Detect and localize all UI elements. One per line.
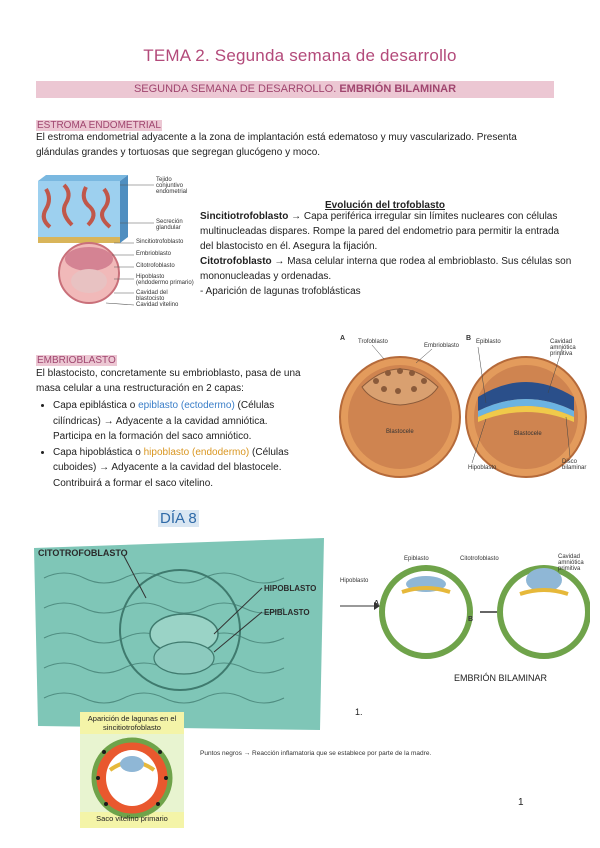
fig1-label-2: Sincitiotrofoblasto (136, 239, 184, 245)
fig1-label-3: Embrioblasto (136, 251, 172, 257)
hipoblasto-term: hipoblasto (endodermo) (143, 446, 250, 458)
fig2-b-label-2: Blastocele (514, 431, 542, 437)
fig3-arrow-a: A (374, 600, 380, 607)
fig1-label-4: Citotrofoblasto (136, 263, 175, 269)
fig1-label-1: Secreción glandular (156, 219, 183, 231)
fig1-label-0: Tejido conjuntivo endometrial (156, 177, 188, 195)
page-title: TEMA 2. Segunda semana de desarrollo (143, 46, 457, 65)
embrioblasto-heading: EMBRIOBLASTO (37, 355, 116, 366)
micro-label-epi: EPIBLASTO (264, 608, 310, 617)
fig3-note-number: 1. (355, 707, 363, 717)
fig3-label-cav: Cavidad amniótica primitiva (558, 554, 584, 572)
fig3-label-cito: Citotrofoblasto (460, 556, 499, 562)
fig3-arrow-b: B (468, 616, 474, 623)
page-number: 1 (518, 797, 524, 808)
fig2-label-b: B (466, 335, 472, 342)
fig2-b-label-3: Hipoblasto (468, 465, 497, 471)
sincitio-term: Sincitiotrofoblasto (200, 211, 289, 222)
fig3-caption: EMBRIÓN BILAMINAR (454, 673, 548, 683)
cito-text: → Masa celular interna que rodea al embrioblasto. Sus células son mononucleadas y ordenadas. (200, 256, 572, 282)
dia8-heading: DÍA 8 (160, 510, 197, 527)
lagunas-text: - Aparición de lagunas trofoblásticas (200, 286, 361, 297)
list-item-hipoblasto: • Capa hipoblástica o hipoblasto (endodermo) (Células cuboides) → Adyacente a la cavidad del blastocele. Contribuirá a formar el saco vitelino. (53, 445, 308, 492)
blastocyst-ab-figure (336, 333, 588, 483)
cito-term: Citotrofoblasto (200, 256, 272, 267)
fig2-b-label-1: Cavidad amniótica primitiva (550, 339, 576, 357)
fig1-label-6: Cavidad del blastocisto (136, 290, 168, 302)
implantation-figure (34, 175, 196, 315)
micro-label-hipo: HIPOBLASTO (264, 584, 317, 593)
micro-label-cito: CITOTROFOBLASTO (38, 548, 128, 558)
fig3-label-epi: Epiblasto (404, 556, 429, 562)
trofoblasto-text (200, 209, 572, 299)
list-item-epiblasto: • Capa epiblástica o epiblasto (ectodermo) (Células cilíndricas) → Adyacente a la cavidad amniótica. Participa en la formación del saco amniótico. (53, 398, 308, 445)
trofoblasto-heading: Evolución del trofoblasto (324, 200, 445, 211)
fig2-a-label-2: Blastocele (386, 429, 414, 435)
fig2-b-label-4: Disco bilaminar (562, 459, 587, 471)
embrioblasto-intro: El blastocisto, concretamente su embrioblasto, pasa de una masa celular a una restructuración en 2 capas: (36, 368, 301, 394)
day8-micrograph (34, 538, 324, 730)
estroma-heading: ESTROMA ENDOMETRIAL (37, 120, 161, 131)
fig1-label-5: Hipoblasto (endodermo primario) (136, 274, 194, 286)
sincitio-text: → Capa periférica irregular sin límites nucleares con células multinucleadas dispares. Rompe la pared del endometrio para permitir la entrada del blastocisto en él. Asegura la fijación. (200, 211, 560, 252)
banner-bold-text: EMBRIÓN BILAMINAR (339, 83, 457, 95)
fig4-top-label: Aparición de lagunas en el sincitiotrofoblasto (87, 714, 177, 732)
fig2-a-label-0: Trofoblasto (358, 339, 388, 345)
section-banner (36, 81, 554, 98)
puntos-note: Puntos negros → Reacción inflamatoria que se establece por parte de la madre. (200, 750, 432, 757)
embrioblasto-list (36, 398, 308, 491)
fig4-bottom-label: Saco vitelino primario (96, 814, 168, 823)
banner-text: SEGUNDA SEMANA DE DESARROLLO. (133, 83, 337, 95)
fig2-b-label-0: Epiblasto (476, 339, 501, 345)
fig3-label-hipo: Hipoblasto (340, 578, 369, 584)
fig1-label-7: Cavidad vitelino (136, 302, 179, 308)
estroma-text: El estroma endometrial adyacente a la zona de implantación está edematoso y muy vascularizado. Presenta glándulas grandes y tortuosas que segregan glucógeno y moco. (36, 132, 517, 158)
fig2-label-a: A (340, 335, 346, 342)
epiblasto-term: epiblasto (ectodermo) (138, 400, 235, 411)
fig2-a-label-1: Embrioblasto (424, 343, 460, 349)
bilaminar-figure (340, 550, 590, 662)
lagunas-figure (80, 712, 184, 828)
